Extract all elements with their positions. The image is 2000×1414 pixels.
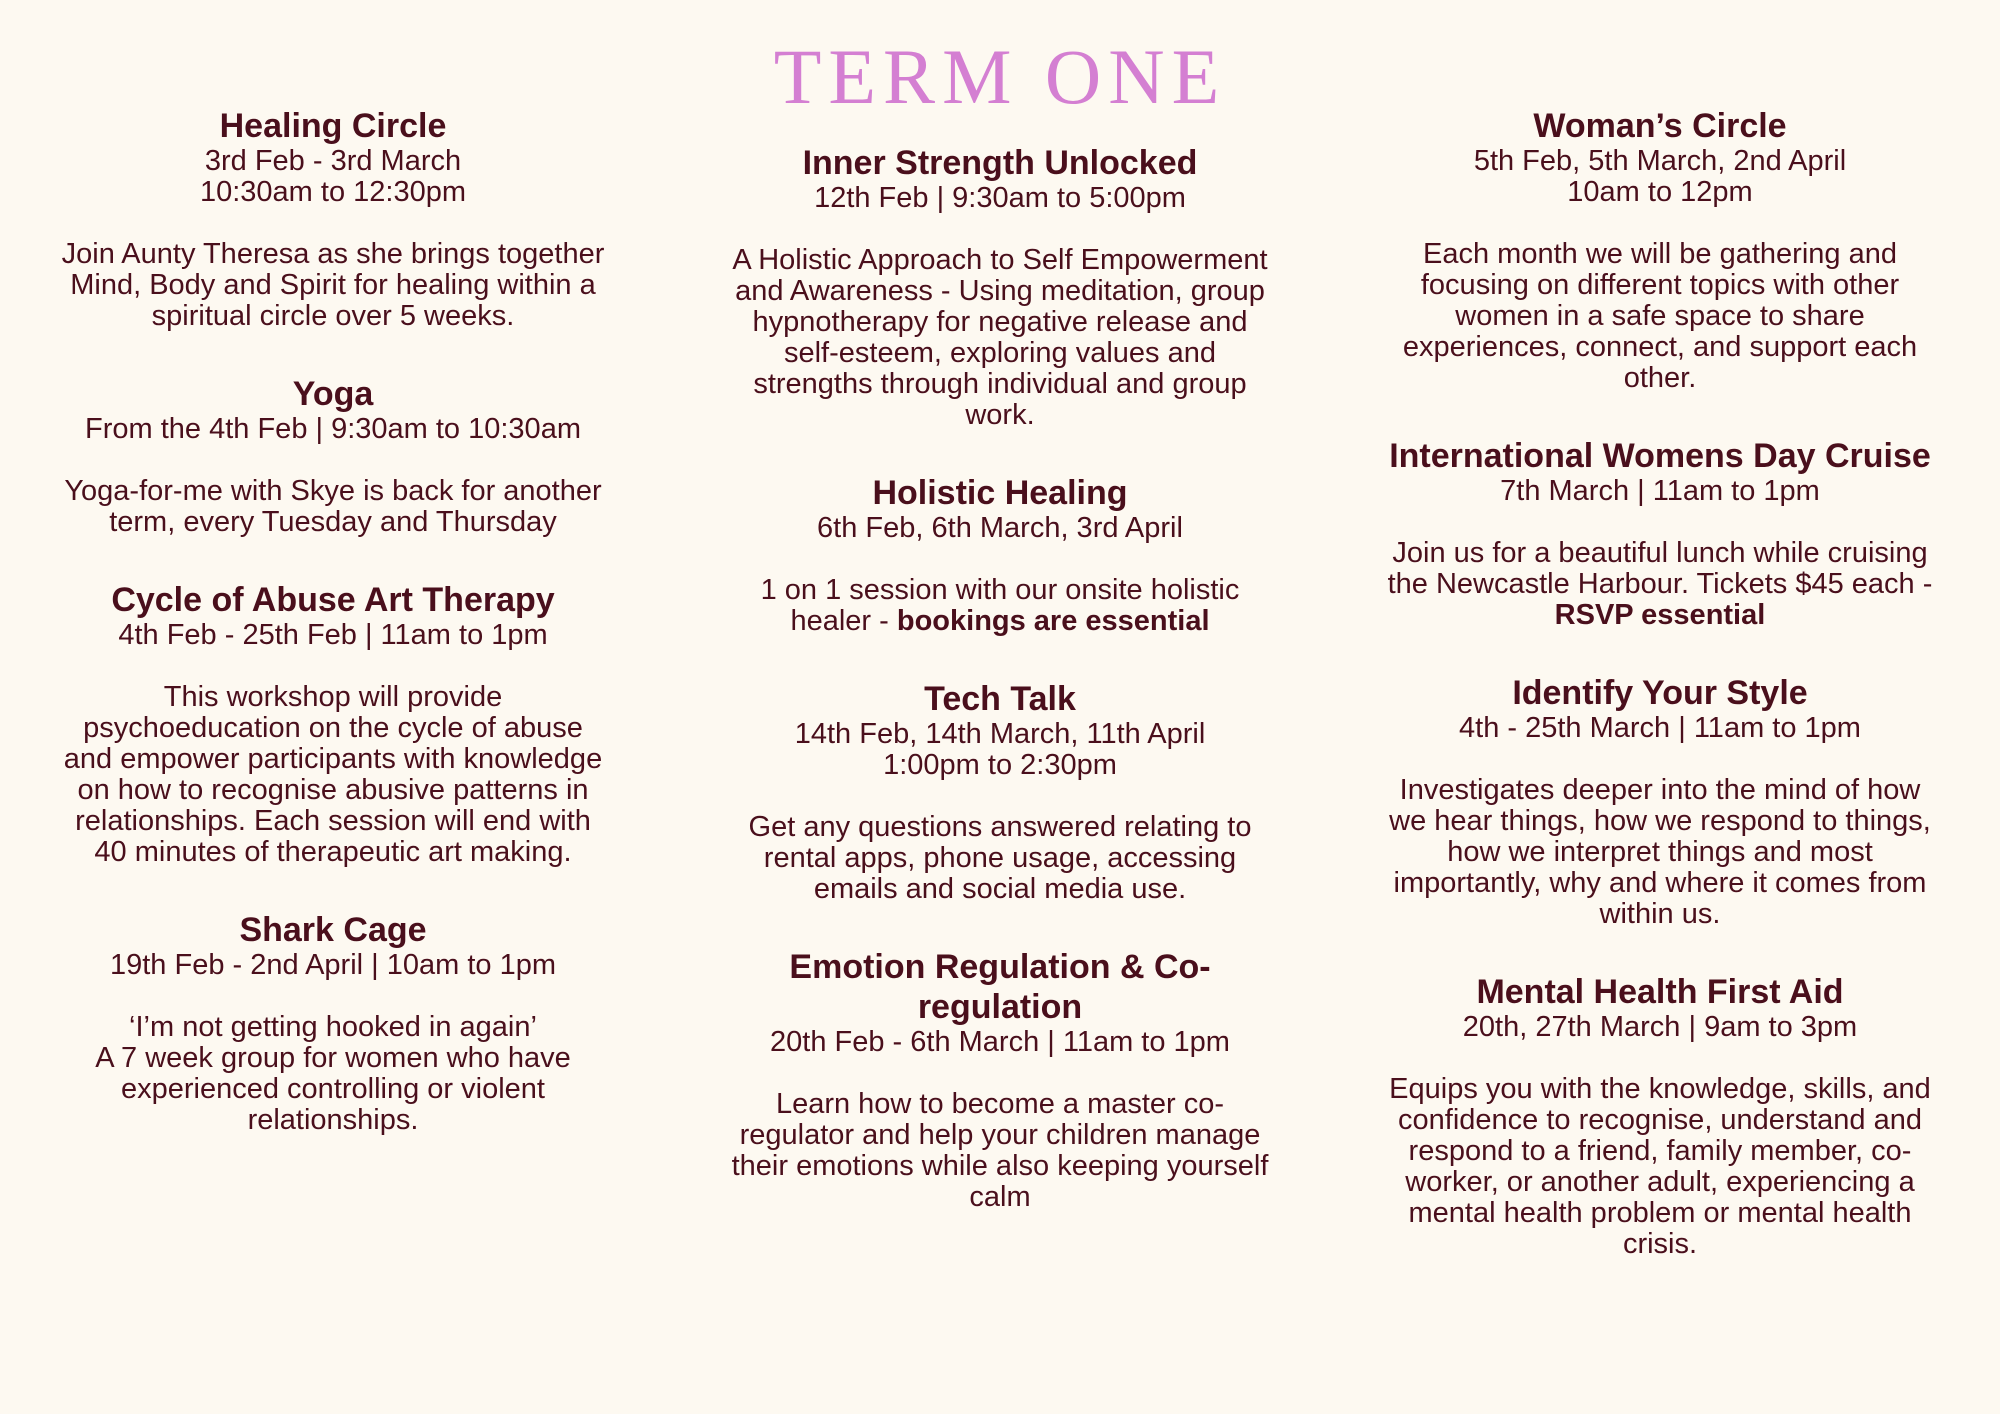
event-emotion-regulation bbox=[725, 947, 1275, 1213]
event-title: Cycle of Abuse Art Therapy bbox=[111, 581, 555, 619]
event-description bbox=[1385, 538, 1935, 631]
event-date: 20th, 27th March | 9am to 3pm bbox=[1462, 1011, 1858, 1043]
event-description: Join Aunty Theresa as she brings together Mind, Body and Spirit for healing within a spiritual circle over 5 weeks. bbox=[61, 238, 605, 332]
event-description: This workshop will provide psychoeducation on the cycle of abuse and empower participants with knowledge on how to recognise abusive patterns in relationships. Each session will end with 40 minutes of therapeutic art making. bbox=[63, 681, 603, 868]
event-international-womens-day-cruise bbox=[1385, 436, 1935, 631]
event-title: Holistic Healing bbox=[872, 474, 1128, 512]
event-title: Healing Circle bbox=[219, 107, 447, 145]
event-title: Tech Talk bbox=[924, 680, 1076, 718]
event-cycle-of-abuse-art-therapy bbox=[58, 580, 608, 868]
event-description: Learn how to become a master co-regulator and help your children manage their emotions while also keeping yourself calm bbox=[731, 1088, 1269, 1213]
event-description-text: 1 on 1 session with our onsite holistic healer - bbox=[760, 574, 1240, 637]
event-date: 3rd Feb - 3rd March 10:30am to 12:30pm bbox=[199, 145, 466, 208]
event-title: Woman’s Circle bbox=[1533, 107, 1787, 145]
event-date: 20th Feb - 6th March | 11am to 1pm bbox=[770, 1026, 1230, 1058]
event-date: From the 4th Feb | 9:30am to 10:30am bbox=[85, 413, 581, 445]
event-description: Each month we will be gathering and focusing on different topics with other women in a safe space to share experiences, connect, and support each other. bbox=[1402, 238, 1918, 394]
event-description-emphasis: RSVP essential bbox=[1554, 599, 1766, 631]
event-title: Shark Cage bbox=[239, 911, 427, 949]
event-yoga bbox=[58, 374, 608, 538]
event-description: Investigates deeper into the mind of how we hear things, how we respond to things, how we interpret things and most importantly, why and where it comes from within us. bbox=[1389, 774, 1931, 930]
event-title: Emotion Regulation & Co-regulation bbox=[789, 948, 1211, 1026]
event-mental-health-first-aid bbox=[1385, 972, 1935, 1260]
event-holistic-healing bbox=[725, 473, 1275, 637]
event-description-emphasis: bookings are essential bbox=[896, 605, 1210, 637]
event-description: A Holistic Approach to Self Empowerment and Awareness - Using meditation, group hypnotherapy for negative release and self-esteem, exploring values and strengths through individual and group work. bbox=[732, 244, 1268, 431]
event-date: 4th - 25th March | 11am to 1pm bbox=[1459, 712, 1861, 744]
event-title: International Womens Day Cruise bbox=[1389, 437, 1931, 475]
event-description: Equips you with the knowledge, skills, and confidence to recognise, understand and respond to a friend, family member, co-worker, or another adult, experiencing a mental health problem or mental health crisis. bbox=[1389, 1073, 1931, 1260]
event-date: 19th Feb - 2nd April | 10am to 1pm bbox=[109, 949, 556, 981]
event-inner-strength-unlocked bbox=[725, 143, 1275, 431]
event-title: Yoga bbox=[292, 375, 374, 413]
page-title: TERM ONE bbox=[773, 33, 1227, 120]
event-date: 4th Feb - 25th Feb | 11am to 1pm bbox=[118, 619, 548, 651]
column-middle bbox=[725, 143, 1275, 1255]
event-shark-cage bbox=[58, 910, 608, 1136]
event-description: Get any questions answered relating to rental apps, phone usage, accessing emails and social media use. bbox=[748, 811, 1252, 905]
event-description bbox=[725, 575, 1275, 637]
column-right bbox=[1385, 106, 1935, 1302]
event-healing-circle bbox=[58, 106, 608, 332]
event-description: ‘I’m not getting hooked in again’ A 7 week group for women who have experienced controlling or violent relationships. bbox=[95, 1011, 571, 1136]
event-title: Inner Strength Unlocked bbox=[802, 144, 1198, 182]
event-date: 6th Feb, 6th March, 3rd April bbox=[817, 512, 1183, 544]
event-identify-your-style bbox=[1385, 673, 1935, 930]
event-description: Yoga-for-me with Skye is back for another term, every Tuesday and Thursday bbox=[64, 475, 602, 538]
event-title: Identify Your Style bbox=[1512, 674, 1808, 712]
event-womans-circle bbox=[1385, 106, 1935, 394]
event-date: 14th Feb, 14th March, 11th April 1:00pm to 2:30pm bbox=[794, 718, 1206, 781]
event-date: 7th March | 11am to 1pm bbox=[1500, 475, 1820, 507]
event-date: 12th Feb | 9:30am to 5:00pm bbox=[814, 182, 1186, 214]
event-date: 5th Feb, 5th March, 2nd April 10am to 12pm bbox=[1473, 145, 1847, 208]
event-description-text: Join us for a beautiful lunch while cruising the Newcastle Harbour. Tickets $45 each - bbox=[1387, 537, 1933, 600]
event-tech-talk bbox=[725, 679, 1275, 905]
column-left bbox=[58, 106, 608, 1178]
event-title: Mental Health First Aid bbox=[1476, 973, 1844, 1011]
